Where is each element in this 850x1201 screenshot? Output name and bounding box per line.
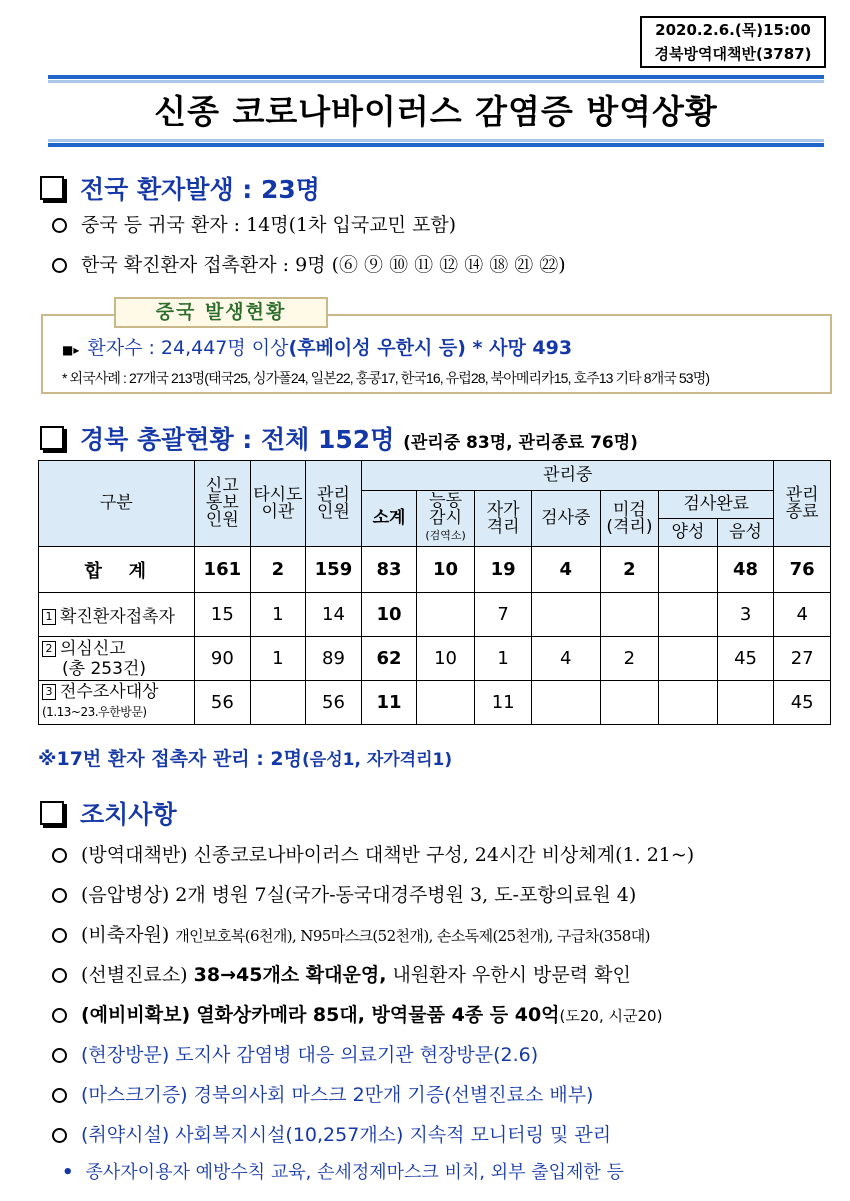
th-positive: 양성	[659, 519, 718, 547]
china-patients-detail: (후베이성 우한시 등) * 사망 493	[288, 337, 573, 359]
row-label	[39, 637, 195, 681]
measure-text-bold: 38→45개소 확대운영,	[193, 964, 387, 986]
status-table	[38, 460, 831, 725]
th-report: 신고 통보 인원	[194, 461, 251, 547]
circle-bullet-icon	[52, 1048, 67, 1063]
cell-negative	[717, 681, 774, 725]
measure-item	[52, 1080, 593, 1107]
measure-item	[52, 920, 650, 947]
measure-item	[52, 840, 694, 867]
total-self: 19	[475, 547, 532, 593]
gyeongbuk-heading: 경북 총괄현황 : 전체 152명	[80, 425, 395, 454]
circle-bullet-icon	[52, 968, 67, 983]
circle-bullet-icon	[52, 888, 67, 903]
total-subtotal: 83	[362, 547, 417, 593]
row-label	[39, 681, 195, 725]
cell-active: 10	[416, 637, 475, 681]
table-row	[39, 593, 831, 637]
national-line-1-text: 중국 등 귀국 환자 : 14명(1차 입국교민 포함)	[81, 214, 457, 236]
section-national	[40, 170, 320, 206]
measure-tag: (음압병상)	[81, 884, 170, 906]
national-heading: 전국 환자발생 : 23명	[80, 175, 320, 204]
measure-tag: (현장방문)	[81, 1044, 170, 1066]
date-box	[640, 16, 826, 68]
cell-report: 15	[194, 593, 251, 637]
china-box-title: 중국 발생현황	[114, 297, 328, 328]
measure-tag: (방역대책반)	[81, 844, 188, 866]
total-report: 161	[194, 547, 251, 593]
china-patients	[62, 333, 572, 360]
th-category: 구분	[39, 461, 195, 547]
th-untested: 미검 (격리)	[600, 491, 659, 547]
th-test-done: 검사완료	[659, 491, 774, 519]
cell-positive	[659, 681, 718, 725]
circle-bullet-icon	[52, 1088, 67, 1103]
cell-untested: 2	[600, 637, 659, 681]
cell-untested	[600, 593, 659, 637]
measures-heading: 조치사항	[80, 800, 177, 829]
measure-tag: (마스크기증)	[81, 1084, 188, 1106]
row-number: 2	[42, 641, 56, 657]
section-gyeongbuk	[40, 420, 638, 456]
total-transfer: 2	[251, 547, 306, 593]
checkbox-icon	[40, 426, 64, 450]
circle-bullet-icon	[52, 258, 67, 273]
note17-main: ※17번 환자 접촉자 관리 : 2명	[38, 748, 302, 770]
china-patients-label: 환자수 : 24,447명 이상	[87, 337, 289, 359]
row-label-sub: (1.13~23.우한방문)	[42, 705, 147, 719]
circle-bullet-icon	[52, 928, 67, 943]
measure-item	[52, 960, 631, 987]
cell-self: 1	[475, 637, 532, 681]
cell-managed: 89	[305, 637, 362, 681]
cell-transfer: 1	[251, 593, 306, 637]
measure-text: 신종코로나바이러스 대책반 구성, 24시간 비상체계(1. 21~)	[193, 844, 695, 866]
measure-tag: (예비비확보)	[81, 1004, 191, 1026]
table-row	[39, 681, 831, 725]
cell-testing: 4	[531, 637, 600, 681]
dot-bullet-icon: •	[62, 1162, 74, 1183]
th-testing: 검사중	[531, 491, 600, 547]
measure-text: 도지사 감염병 대응 의료기관 현장방문(2.6)	[175, 1044, 539, 1066]
cell-transfer: 1	[251, 637, 306, 681]
total-positive	[659, 547, 718, 593]
circle-bullet-icon	[52, 848, 67, 863]
measure-tag: (취약시설)	[81, 1124, 170, 1146]
cell-report: 90	[194, 637, 251, 681]
measure-item	[52, 1040, 538, 1067]
circle-bullet-icon	[52, 1008, 67, 1023]
circle-bullet-icon	[52, 218, 67, 233]
cell-testing	[531, 681, 600, 725]
china-foreign: * 외국사례 : 27개국 213명(태국25, 싱가폴24, 일본22, 홍콩17, 한국16, 유럽28, 북아메리카15, 호주13 기타 8개국 53명)	[62, 370, 710, 386]
cell-self: 7	[475, 593, 532, 637]
cell-positive	[659, 593, 718, 637]
measure-text: 내원환자 우한시 방문력 확인	[392, 964, 631, 986]
th-active-label: 능동 감시	[429, 491, 462, 528]
th-managed: 관리 인원	[305, 461, 362, 547]
measure-item	[52, 1000, 662, 1027]
section-measures	[40, 795, 177, 831]
table-total-row	[39, 547, 831, 593]
row-label-sub: (총 253건)	[62, 658, 146, 679]
measure-text: 사회복지시설(10,257개소) 지속적 모니터링 및 관리	[175, 1124, 612, 1146]
report-org: 경북방역대책반(3787)	[654, 45, 812, 63]
measure-tag: (비축자원)	[81, 924, 170, 946]
cell-ended: 4	[774, 593, 831, 637]
national-line-1	[52, 210, 456, 237]
cell-managed: 14	[305, 593, 362, 637]
note-patient-17	[38, 744, 452, 771]
cell-active	[416, 681, 475, 725]
measure-text-bold: 열화상카메라 85대, 방역물품 4종 등 40억	[196, 1004, 560, 1026]
total-managed: 159	[305, 547, 362, 593]
table-row	[39, 637, 831, 681]
th-self: 자가 격리	[475, 491, 532, 547]
national-line-2	[52, 250, 566, 277]
circle-bullet-icon	[52, 1128, 67, 1143]
row-label	[39, 593, 195, 637]
measure-item	[52, 1120, 611, 1147]
page-title: 신종 코로나바이러스 감염증 방역상황	[154, 92, 718, 131]
measure-last	[62, 1158, 624, 1184]
cell-negative: 3	[717, 593, 774, 637]
measure-tag: (선별진료소)	[81, 964, 188, 986]
arrow-bullet-icon: ■▸	[62, 343, 80, 357]
cell-untested	[600, 681, 659, 725]
measure-text: 경북의사회 마스크 2만개 기증(선별진료소 배부)	[193, 1084, 594, 1106]
measure-text: 개인보호복(6천개), N95마스크(52천개), 손소독제(25천개), 구급차(358대)	[175, 927, 650, 945]
cell-managed: 56	[305, 681, 362, 725]
row-label-text: 확진환자접촉자	[60, 607, 175, 627]
total-testing: 4	[531, 547, 600, 593]
cell-subtotal: 11	[362, 681, 417, 725]
cell-subtotal: 10	[362, 593, 417, 637]
th-in-management: 관리중	[362, 461, 774, 491]
cell-active	[416, 593, 475, 637]
total-ended: 76	[774, 547, 831, 593]
measure-text: (도20, 시군20)	[559, 1007, 663, 1025]
cell-report: 56	[194, 681, 251, 725]
cell-testing	[531, 593, 600, 637]
cell-self: 11	[475, 681, 532, 725]
cell-positive	[659, 637, 718, 681]
total-active: 10	[416, 547, 475, 593]
report-date: 2020.2.6.(목)15:00	[655, 21, 811, 39]
gyeongbuk-sub: (관리중 83명, 관리종료 76명)	[403, 433, 638, 453]
cell-subtotal: 62	[362, 637, 417, 681]
measure-item	[52, 880, 636, 907]
th-negative: 음성	[717, 519, 774, 547]
cell-negative: 45	[717, 637, 774, 681]
measure-last-text: 종사자이용자 예방수칙 교육, 손세정제마스크 비치, 외부 출입제한 등	[85, 1162, 624, 1183]
total-untested: 2	[600, 547, 659, 593]
th-active	[416, 491, 475, 547]
row-number: 1	[42, 609, 56, 625]
row-label-text: 전수조사대상	[60, 682, 159, 702]
note17-sub: (음성1, 자가격리1)	[302, 750, 453, 770]
title-bar-top-light	[48, 80, 824, 83]
measure-text: 2개 병원 7실(국가-동국대경주병원 3, 도-포항의료원 4)	[175, 884, 637, 906]
checkbox-icon	[40, 176, 64, 200]
th-transfer: 타시도 이관	[251, 461, 306, 547]
total-negative: 48	[717, 547, 774, 593]
th-subtotal: 소계	[362, 491, 417, 547]
national-line-2-text: 한국 확진환자 접촉환자 : 9명 (⑥ ⑨ ⑩ ⑪ ⑫ ⑭ ⑱ ㉑ ㉒)	[81, 254, 566, 276]
cell-ended: 27	[774, 637, 831, 681]
title-bar-top	[48, 75, 824, 79]
title-bar-bottom-light	[48, 139, 824, 142]
checkbox-icon	[40, 801, 64, 825]
cell-ended: 45	[774, 681, 831, 725]
th-ended: 관리 종료	[774, 461, 831, 547]
title-bar-bottom	[48, 143, 824, 147]
cell-transfer	[251, 681, 306, 725]
row-label-text: 의심신고	[60, 638, 126, 659]
total-label: 합 계	[39, 547, 195, 593]
row-number: 3	[42, 684, 56, 700]
th-active-sub: (검역소)	[425, 529, 466, 542]
